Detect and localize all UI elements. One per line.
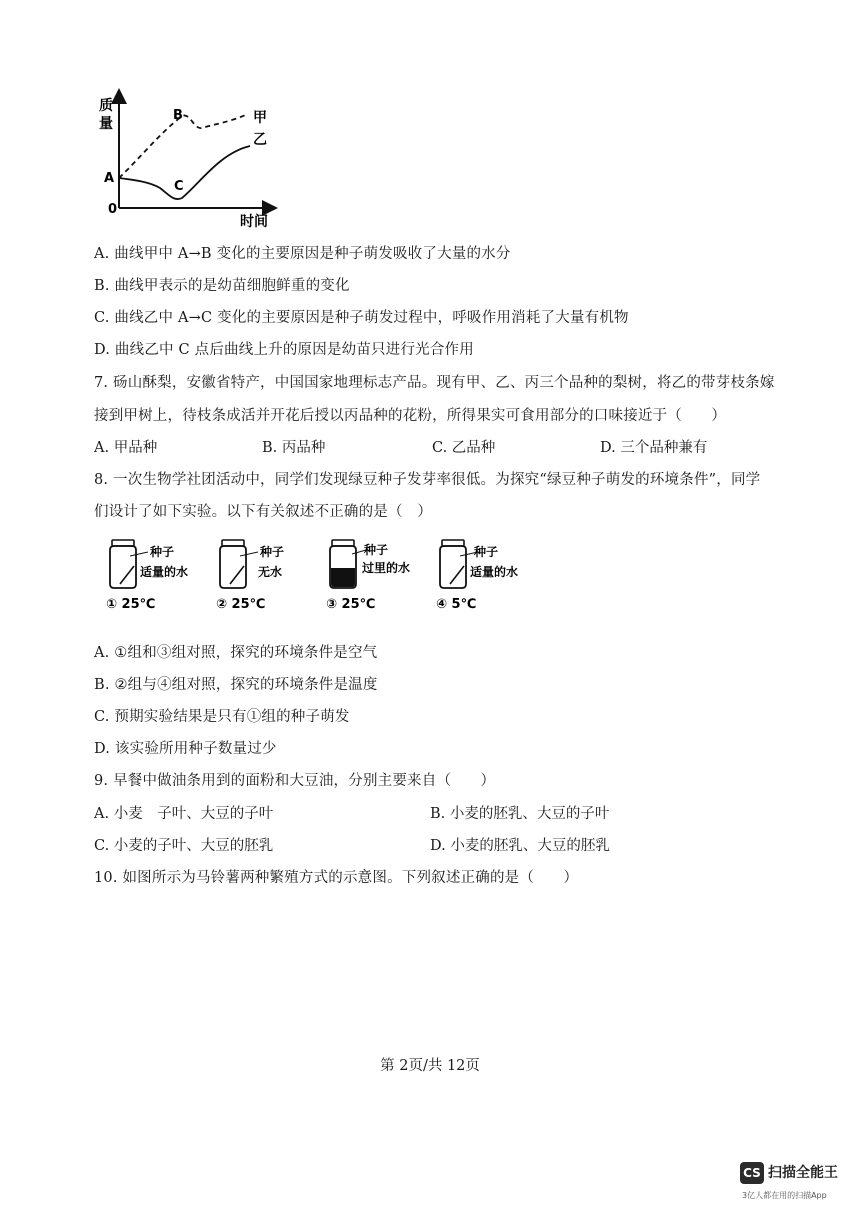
y-axis-label-1: 质: [99, 98, 113, 114]
q8-stem-line2: 们设计了如下实验。以下有关叙述不正确的是（ ）: [94, 504, 433, 520]
jar-2: [216, 540, 284, 612]
jar-1: [106, 540, 188, 612]
scanner-watermark: [740, 1160, 850, 1208]
jar-1-caption: ① 25℃: [106, 597, 156, 612]
point-b-label: B: [173, 108, 183, 123]
point-a-label: A: [104, 171, 115, 186]
jar-3-label-seeds: 种子: [364, 543, 389, 557]
q7-stem-line2: 接到甲树上，待枝条成活并开花后授以丙品种的花粉，所得果实可食用部分的口味接近于（ ）: [94, 408, 727, 424]
curve-yi: [119, 146, 250, 199]
origin-label: 0: [108, 202, 118, 217]
q6-option-a: A. 曲线甲中 A→B 变化的主要原因是种子萌发吸收了大量的水分: [94, 246, 511, 262]
page-number: 第 2页/共 12页: [380, 1058, 480, 1074]
scanner-app-name: 扫描全能王: [768, 1165, 838, 1181]
q7-option-a: A. 甲品种: [94, 440, 158, 456]
jar-3: [326, 540, 410, 612]
jar-3-caption: ③ 25℃: [326, 597, 376, 612]
x-axis-label: 时间: [240, 214, 268, 230]
q7-option-d: D. 三个品种兼有: [600, 440, 708, 456]
q9-option-c: C. 小麦的子叶、大豆的胚乳: [94, 838, 274, 854]
q8-option-a: A. ①组和③组对照，探究的环境条件是空气: [94, 645, 378, 661]
q6-option-b: B. 曲线甲表示的是幼苗细胞鲜重的变化: [94, 278, 350, 294]
q8-stem-line1: 8. 一次生物学社团活动中，同学们发现绿豆种子发芽率很低。为探究“绿豆种子萌发的环境条件”，同学: [94, 472, 761, 488]
jar-4-caption: ④ 5℃: [436, 597, 477, 612]
jar-4-label-seeds: 种子: [474, 545, 499, 559]
q8-option-b: B. ②组与④组对照，探究的环境条件是温度: [94, 677, 378, 693]
q10-stem: 10. 如图所示为马铃薯两种繁殖方式的示意图。下列叙述正确的是（ ）: [94, 870, 579, 886]
jar-2-label-seeds: 种子: [260, 545, 285, 559]
q9-option-b: B. 小麦的胚乳、大豆的子叶: [430, 806, 610, 822]
y-axis-label-2: 量: [99, 116, 113, 132]
jar-experiment-figure: [100, 538, 540, 618]
curve-yi-label: 乙: [253, 132, 267, 148]
jar-1-label-seeds: 种子: [150, 545, 175, 559]
q7-option-c: C. 乙品种: [432, 440, 496, 456]
jar-4-label-water: 适量的水: [470, 565, 519, 579]
scanner-tagline: 3亿人都在用的扫描App: [742, 1191, 827, 1200]
q9-option-a: A. 小麦 子叶、大豆的子叶: [94, 806, 274, 822]
jar-2-label-water: 无水: [258, 565, 283, 579]
jar-1-label-water: 适量的水: [140, 565, 189, 579]
q7-stem-line1: 7. 砀山酥梨，安徽省特产，中国国家地理标志产品。现有甲、乙、丙三个品种的梨树，将乙的带芽枝条嫁: [94, 375, 775, 391]
curve-jia-label: 甲: [253, 110, 267, 126]
q9-option-d: D. 小麦的胚乳、大豆的胚乳: [430, 838, 610, 854]
jar-2-caption: ② 25℃: [216, 597, 266, 612]
q8-option-d: D. 该实验所用种子数量过少: [94, 741, 277, 757]
q7-option-b: B. 丙品种: [262, 440, 326, 456]
q8-option-c: C. 预期实验结果是只有①组的种子萌发: [94, 709, 350, 725]
q6-option-d: D. 曲线乙中 C 点后曲线上升的原因是幼苗只进行光合作用: [94, 342, 474, 358]
mass-time-chart: [90, 88, 290, 230]
q6-option-c: C. 曲线乙中 A→C 变化的主要原因是种子萌发过程中，呼吸作用消耗了大量有机物: [94, 310, 629, 326]
q9-stem: 9. 早餐中做油条用到的面粉和大豆油，分别主要来自（ ）: [94, 773, 496, 789]
point-c-label: C: [174, 179, 184, 194]
jar-3-label-water: 过里的水: [362, 561, 411, 575]
scanner-logo-icon: CS: [740, 1162, 764, 1184]
jar-4: [436, 540, 518, 612]
curve-jia: [119, 114, 248, 178]
